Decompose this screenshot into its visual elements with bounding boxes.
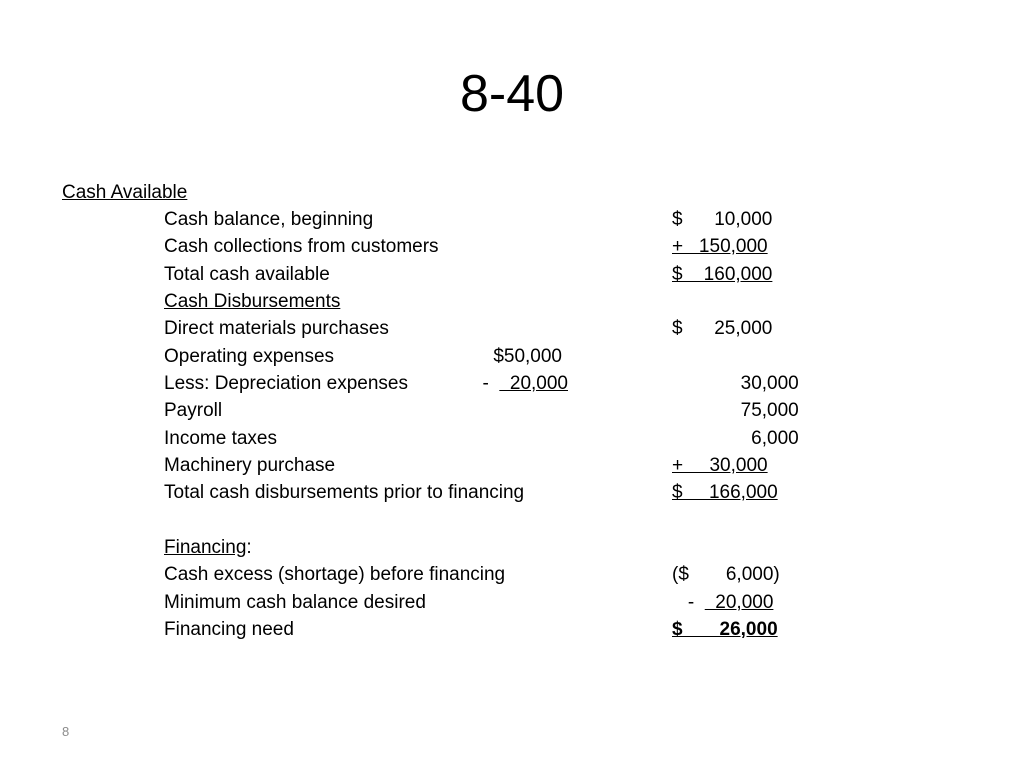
subsection-heading-financing: Financing: [164,537,252,558]
slide-number: 8 [62,724,70,739]
table-row [0,208,1024,234]
row-amount: $ 160,000 [672,264,773,285]
row-label: Total cash available [164,264,330,285]
table-row [0,427,1024,453]
row-label: Cash balance, beginning [164,209,374,230]
table-row [0,563,1024,589]
row-amount: 6,000 [672,428,799,449]
row-label: Direct materials purchases [164,318,389,339]
table-row [0,481,1024,507]
subsection-heading-cash-disbursements: Cash Disbursements [164,291,341,312]
row-amount: $ 10,000 [672,209,773,230]
table-row [0,618,1024,644]
table-row [0,372,1024,398]
table-row [0,454,1024,480]
row-sub-amount: - 20,000 [482,373,568,394]
row-amount: + 30,000 [672,455,768,476]
table-row [0,399,1024,425]
row-label: Machinery purchase [164,455,336,476]
row-amount: $ 166,000 [672,482,778,503]
row-label: Payroll [164,400,223,421]
row-amount: 75,000 [672,400,799,421]
row-label: Financing need [164,619,294,640]
row-amount: - 20,000 [672,592,774,613]
table-row [0,345,1024,371]
row-label: Operating expenses [164,346,335,367]
row-sub-amount-value: 20,000 [499,373,568,394]
row-amount: 30,000 [672,373,799,394]
row-label: Total cash disbursements prior to financing [164,482,525,503]
row-amount: $ 26,000 [672,619,778,640]
row-amount: ($ 6,000) [672,564,780,585]
table-row [0,235,1024,261]
table-row [0,290,1024,316]
row-amount-value: 20,000 [704,592,774,613]
table-row [0,591,1024,617]
row-amount: $ 25,000 [672,318,773,339]
row-label: Less: Depreciation expenses [164,373,408,394]
table-row [0,536,1024,562]
row-label: Cash excess (shortage) before financing [164,564,506,585]
row-label: Income taxes [164,428,277,449]
table-row [0,317,1024,343]
row-sub-amount: $50,000 [493,346,562,367]
row-label: Minimum cash balance desired [164,592,426,613]
row-label: Cash collections from customers [164,236,439,257]
row-amount: + 150,000 [672,236,768,257]
slide-title: 8-40 [459,65,565,123]
table-row [0,263,1024,289]
section-heading-cash-available: Cash Available [62,182,188,203]
